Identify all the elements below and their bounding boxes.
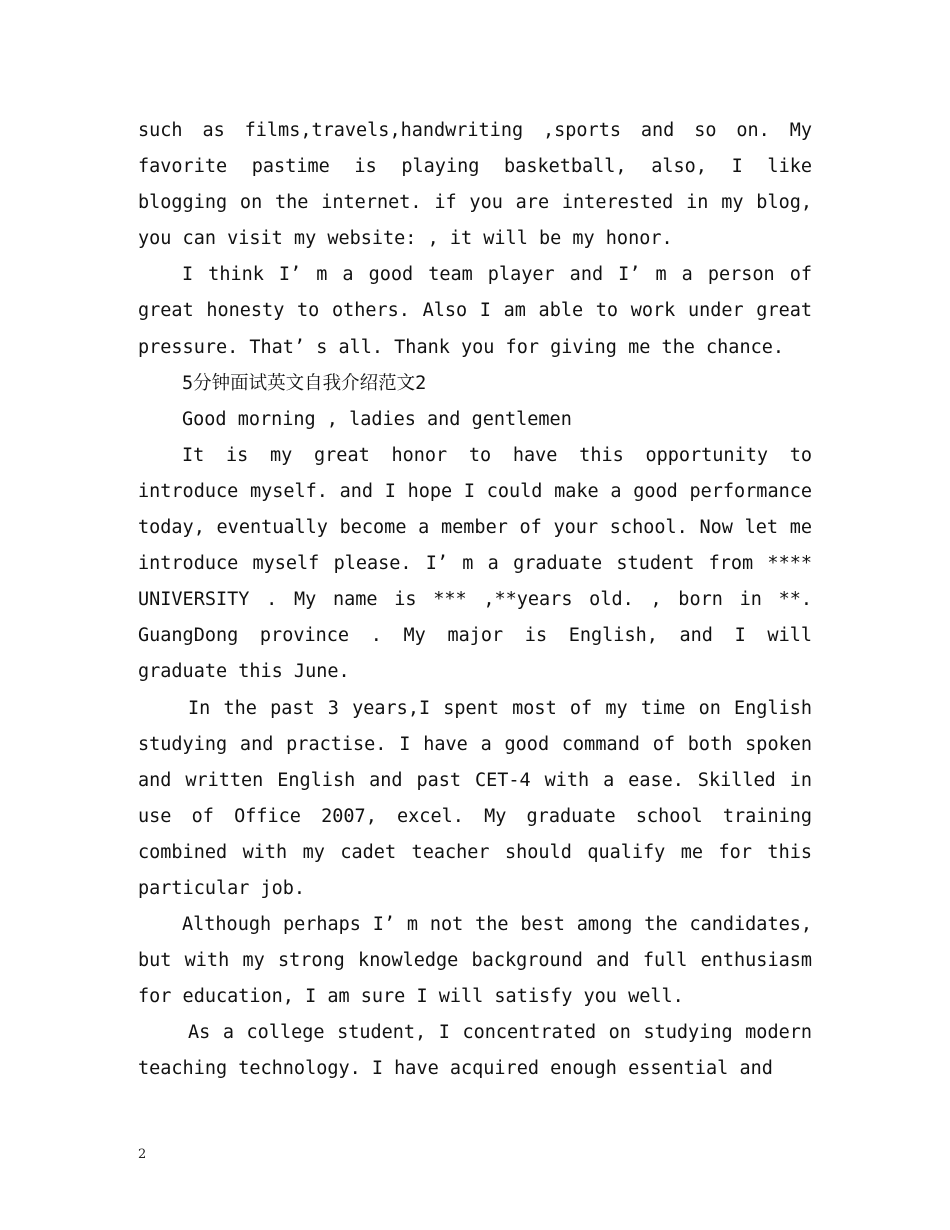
paragraph-honor: It is my great honor to have this opportunity to introduce myself. and I hope I could make a good performance today, eventually become a member of your school. Now let me introduce myself please. I’ m a graduate student from **** UNIVERSITY . My name is *** ,**years old. , born in **. GuangDong province . My major is English, and I will graduate this June. bbox=[138, 444, 812, 683]
paragraph-continued: such as films,travels,handwriting ,sports and so on. My favorite pastime is playing basketball, also, I like blogging on the internet. if you are interested in my blog, you can visit my website: , it will be my honor. bbox=[138, 120, 812, 250]
paragraph-college: As a college student, I concentrated on studying modern teaching technology. I have acquired enough essential and bbox=[138, 1022, 812, 1080]
paragraph-team-player: I think I’ m a good team player and I’ m a person of great honesty to others. Also I am able to work under great pressure. That’ s all. Thank you for giving me the chance. bbox=[138, 264, 812, 358]
page-number: 2 bbox=[138, 1147, 147, 1162]
page-body bbox=[138, 113, 812, 1088]
greeting-line: Good morning , ladies and gentlemen bbox=[182, 408, 572, 430]
section-heading: 5分钟面试英文自我介绍范文2 bbox=[182, 372, 427, 394]
paragraph-candidates: Although perhaps I’ m not the best among the candidates, but with my strong knowledge background and full enthusiasm for education, I am sure I will satisfy you well. bbox=[138, 914, 812, 1008]
paragraph-past-years: In the past 3 years,I spent most of my time on English studying and practise. I have a good command of both spoken and written English and past CET-4 with a ease. Skilled in use of Office 2007, excel. My graduate school training combined with my cadet teacher should qualify me for this particular job. bbox=[138, 697, 812, 899]
